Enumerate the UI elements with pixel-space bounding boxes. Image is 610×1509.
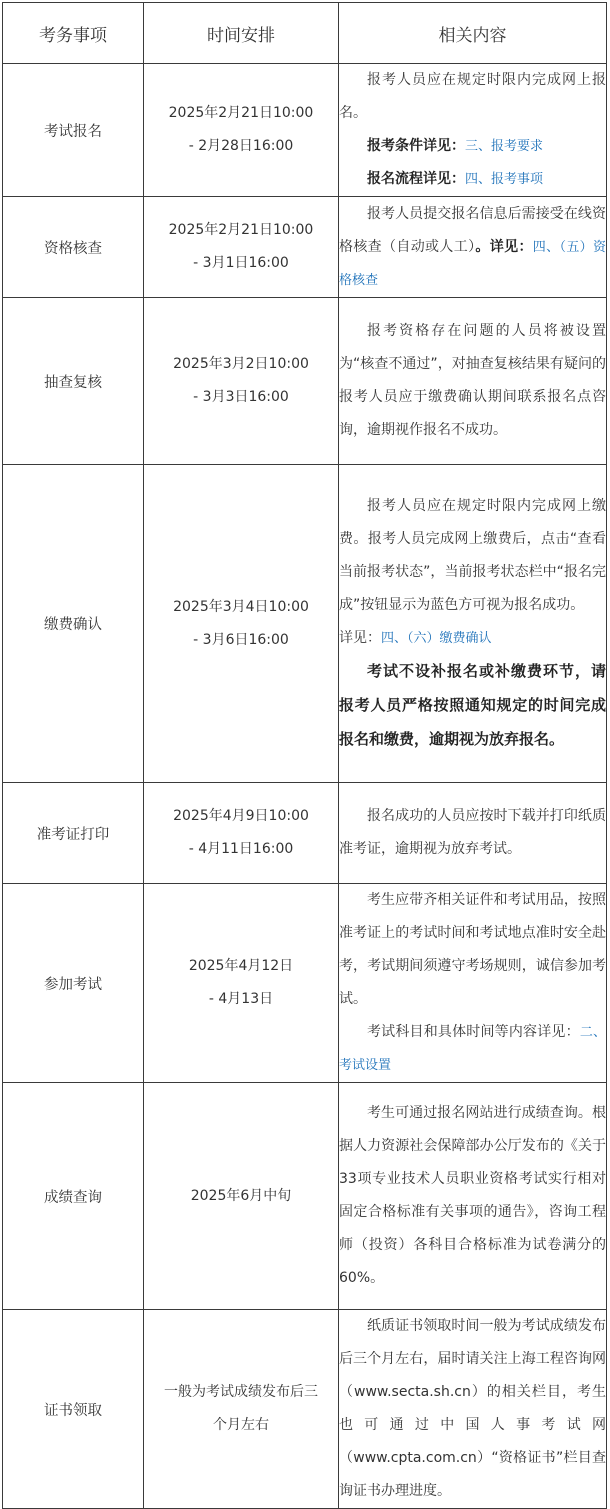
row-item: 成绩查询	[3, 1083, 144, 1310]
row-time: 2025年3月2日10:00 - 3月3日16:00	[144, 298, 339, 465]
header-time: 时间安排	[144, 3, 339, 64]
row-item: 考试报名	[3, 64, 144, 197]
table-row	[3, 298, 607, 465]
row-time: 2025年2月21日10:00 - 3月1日16:00	[144, 197, 339, 298]
row-content: 报考人员应在规定时限内完成网上报名。 报考条件详见：三、报考要求 报名流程详见：四、报考事项	[339, 64, 607, 197]
table-row	[3, 465, 607, 783]
row-item: 准考证打印	[3, 783, 144, 884]
row-time: 2025年3月4日10:00 - 3月6日16:00	[144, 465, 339, 783]
row-content: 考生可通过报名网站进行成绩查询。根据人力资源社会保障部办公厅发布的《关于33项专业技术人员职业资格考试实行相对固定合格标准有关事项的通告》，咨询工程师（投资）各科目合格标准为试卷满分的60%。	[339, 1083, 607, 1310]
header-item: 考务事项	[3, 3, 144, 64]
row-content: 报考人员提交报名信息后需接受在线资格核查（自动或人工）。详见：四、（五）资格核查	[339, 197, 607, 298]
row-item: 缴费确认	[3, 465, 144, 783]
row-content: 报名成功的人员应按时下载并打印纸质准考证，逾期视为放弃考试。	[339, 783, 607, 884]
row-content: 纸质证书领取时间一般为考试成绩发布后三个月左右，届时请关注上海工程咨询网（www.secta.sh.cn）的相关栏目，考生也可通过中国人事考试网（www.cpta.com.cn）“资格证书”栏目查询证书办理进度。	[339, 1310, 607, 1509]
row-item: 参加考试	[3, 884, 144, 1083]
row-time: 2025年4月12日 - 4月13日	[144, 884, 339, 1083]
row-time: 2025年6月中旬	[144, 1083, 339, 1310]
row-time: 2025年2月21日10:00 - 2月28日16:00	[144, 64, 339, 197]
row-content: 考生应带齐相关证件和考试用品，按照准考证上的考试时间和考试地点准时安全赴考，考试期间须遵守考场规则，诚信参加考试。 考试科目和具体时间等内容详见：二、考试设置	[339, 884, 607, 1083]
table-row	[3, 884, 607, 1083]
header-content: 相关内容	[339, 3, 607, 64]
row-time: 一般为考试成绩发布后三 个月左右	[144, 1310, 339, 1509]
row-item: 证书领取	[3, 1310, 144, 1509]
link-payment[interactable]: 四、（六）缴费确认	[381, 631, 492, 646]
row-content: 报考人员应在规定时限内完成网上缴费。报考人员完成网上缴费后，点击“查看当前报考状态”，当前报考状态栏中“报名完成”按钮显示为蓝色方可视为报名成功。 详见：四、（六）缴费确认 考试不设补报名或补缴费环节，请报考人员严格按照通知规定的时间完成报名和缴费，逾期视为放弃报名。	[339, 465, 607, 783]
table-row	[3, 1310, 607, 1509]
link-registration[interactable]: 四、报考事项	[465, 172, 544, 187]
row-time: 2025年4月9日10:00 - 4月11日16:00	[144, 783, 339, 884]
table-row	[3, 64, 607, 197]
link-exam-settings[interactable]: 二、考试设置	[339, 1025, 606, 1073]
link-qualification-check[interactable]: 四、（五）资格核查	[339, 239, 607, 288]
row-item: 抽查复核	[3, 298, 144, 465]
row-content: 报考资格存在问题的人员将被设置为“核查不通过”，对抽查复核结果有疑问的报考人员应于缴费确认期间联系报名点咨询，逾期视作报名不成功。	[339, 298, 607, 465]
table-row	[3, 783, 607, 884]
table-header-row	[3, 3, 607, 64]
table-row	[3, 197, 607, 298]
row-item: 资格核查	[3, 197, 144, 298]
exam-schedule-table	[2, 2, 607, 1509]
link-requirements[interactable]: 三、报考要求	[465, 139, 544, 154]
table-row	[3, 1083, 607, 1310]
